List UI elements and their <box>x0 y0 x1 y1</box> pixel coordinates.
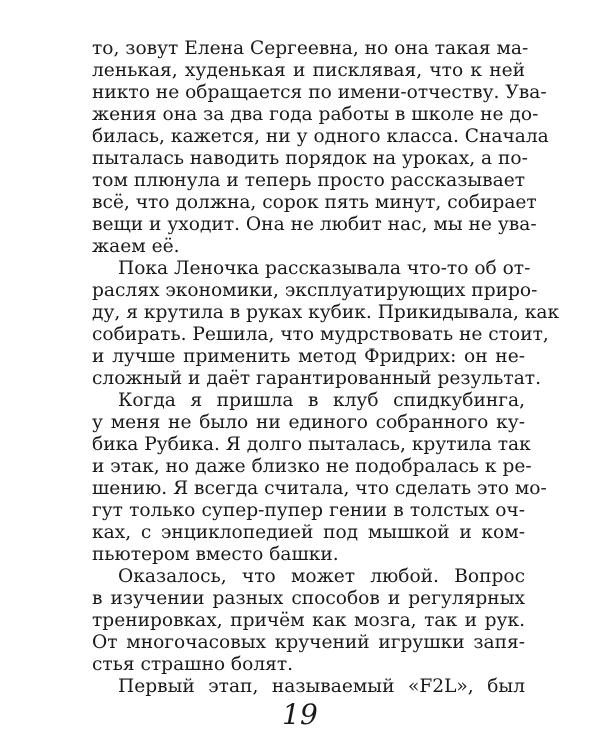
text-line: От многочасовых кручений игрушки запя- <box>92 632 525 653</box>
text-line: пьютером вместо башки. <box>92 544 339 565</box>
text-line: вещи и уходит. Она не любит нас, мы не ува- <box>92 214 537 235</box>
text-line: собирать. Решила, что мудрствовать не стоит, <box>92 324 549 345</box>
text-line: то, зовут Елена Сергеевна, но она такая ма- <box>92 38 529 59</box>
text-line: тренировках, причём как мозга, так и рук. <box>92 610 525 631</box>
text-line: билась, кажется, ни у одного класса. Сначала <box>92 126 549 147</box>
text-line: раслях экономики, эксплуатирующих приро- <box>92 280 538 301</box>
text-line: жения она за два года работы в школе не до- <box>92 104 539 125</box>
text-line: у меня не было ни единого собранного ку- <box>92 412 525 433</box>
text-line: сложный и даёт гарантированный результат. <box>92 368 541 389</box>
text-line: ду, я крутила в руках кубик. Прикидывала, как <box>92 302 560 323</box>
text-line: всё, что должна, сорок пять минут, собирает <box>92 192 537 213</box>
text-line: пыталась наводить порядок на уроках, а по- <box>92 148 528 169</box>
text-line: стья страшно болят. <box>92 654 294 675</box>
text-line: гут только супер-пупер гении в толстых оч- <box>92 500 525 521</box>
text-line: Оказалось, что может любой. Вопрос <box>118 566 525 587</box>
text-line: никто не обращается по имени-отчеству. Ува- <box>92 82 547 103</box>
text-line: шению. Я всегда считала, что сделать это мо- <box>92 478 547 499</box>
text-line: Когда я пришла в клуб спидкубинга, <box>118 390 525 411</box>
text-line: и этак, но даже близко не подобралась к ре- <box>92 456 532 477</box>
text-line: и лучше применить метод Фридрих: он не- <box>92 346 525 367</box>
text-line: Пока Леночка рассказывала что-то об от- <box>118 258 531 279</box>
text-line: бика Рубика. Я долго пыталась, крутила так <box>92 434 531 455</box>
text-line: Первый этап, называемый «F2L», был <box>118 676 525 697</box>
text-line: жаем её. <box>92 236 180 257</box>
page-number: 19 <box>282 698 318 731</box>
text-line: в изучении разных способов и регулярных <box>92 588 525 609</box>
text-line: ленькая, худенькая и писклявая, что к ней <box>92 60 525 81</box>
text-line: том плюнула и теперь просто рассказывает <box>92 170 525 191</box>
text-line: ках, с энциклопедией под мышкой и ком- <box>92 522 525 543</box>
